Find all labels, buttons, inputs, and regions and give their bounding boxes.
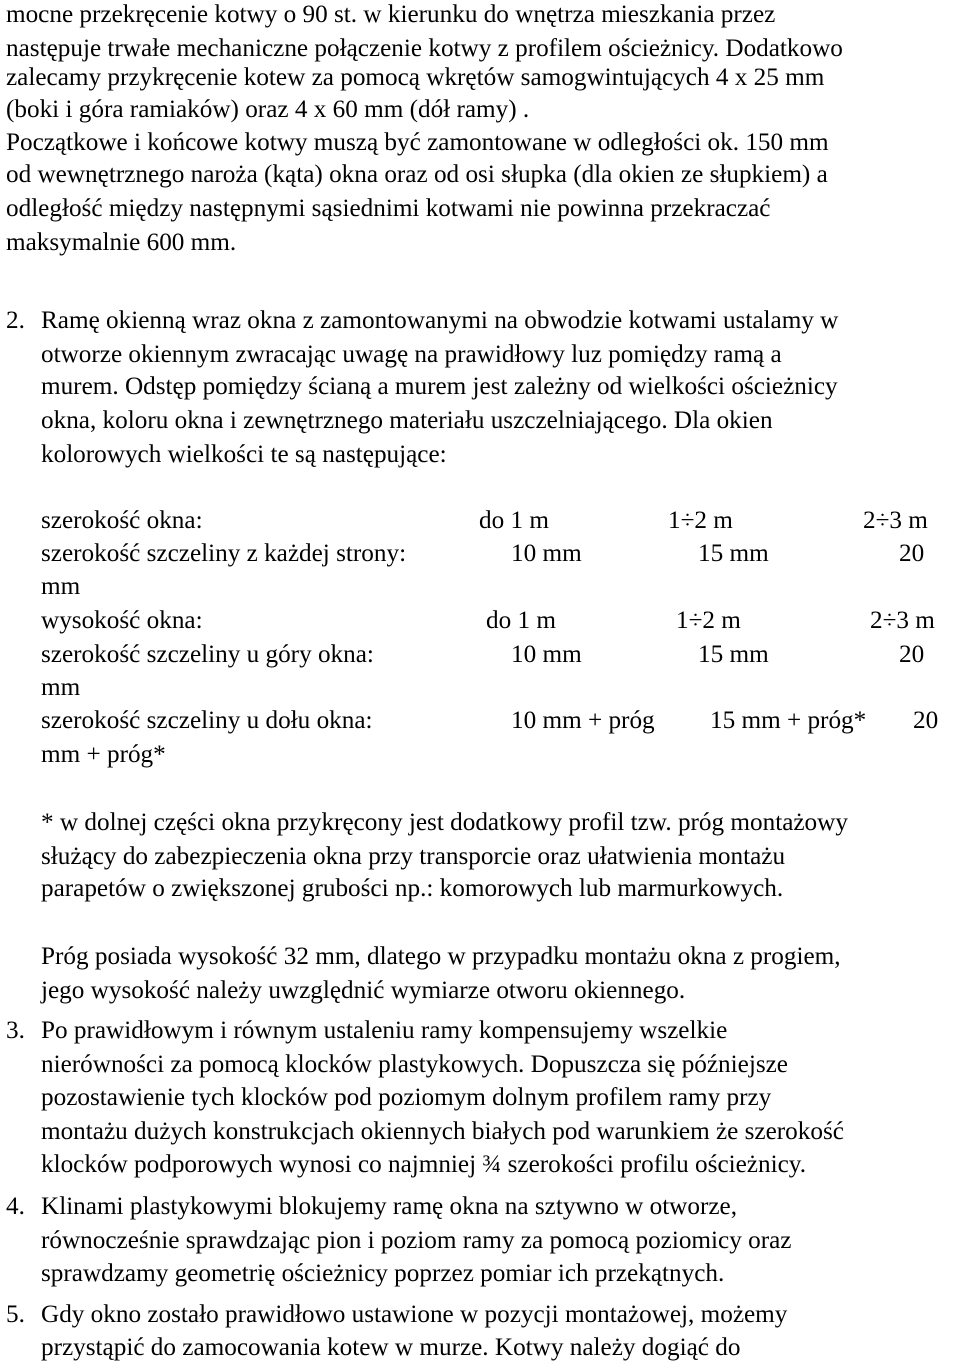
table-cell: 1÷2 m	[668, 507, 733, 534]
text-line: otworze okiennym zwracając uwagę na prawidłowy luz pomiędzy ramą a	[41, 341, 782, 368]
text-line: przystąpić do zamocowania kotew w murze. Kotwy należy dogiąć do	[41, 1334, 741, 1361]
text-line: (boki i góra ramiaków) oraz 4 x 60 mm (dół ramy) .	[6, 96, 530, 123]
table-cell: do 1 m	[479, 507, 549, 534]
text-line: nierówności za pomocą klocków plastykowych. Dopuszcza się późniejsze	[41, 1051, 788, 1078]
table-cell: 15 mm + próg*	[710, 707, 867, 734]
text-line: Gdy okno zostało prawidłowo ustawione w pozycji montażowej, możemy	[41, 1301, 788, 1328]
table-cell: 10 mm + próg	[511, 707, 655, 734]
text-line: odległość między następnymi sąsiednimi kotwami nie powinna przekraczać	[6, 195, 771, 222]
table-cell-wrap: mm	[41, 573, 81, 600]
table-cell-wrap: mm	[41, 674, 81, 701]
text-line: zalecamy przykręcenie kotew za pomocą wkrętów samogwintujących 4 x 25 mm	[6, 64, 825, 91]
text-line: służący do zabezpieczenia okna przy transporcie oraz ułatwienia montażu	[41, 843, 786, 870]
text-line: montażu dużych konstrukcjach okiennych białych pod warunkiem że szerokość	[41, 1118, 844, 1145]
row-label: szerokość okna:	[41, 507, 203, 534]
table-cell: 1÷2 m	[676, 607, 741, 634]
table-cell-wrap: mm + próg*	[41, 741, 166, 768]
table-cell: 15 mm	[698, 641, 769, 668]
text-line: sprawdzamy geometrię ościeżnicy poprzez pomiar ich przekątnych.	[41, 1260, 725, 1287]
text-line: okna, koloru okna i zewnętrznego materiału uszczelniającego. Dla okien	[41, 407, 773, 434]
table-cell: 20	[899, 540, 925, 567]
list-number: 3.	[6, 1017, 25, 1044]
table-cell: 20	[913, 707, 939, 734]
list-number: 2.	[6, 307, 25, 334]
row-label: wysokość okna:	[41, 607, 203, 634]
text-line: pozostawienie tych klocków pod poziomym dolnym profilem ramy przy	[41, 1084, 772, 1111]
row-label: szerokość szczeliny u góry okna:	[41, 641, 374, 668]
text-line: od wewnętrznego naroża (kąta) okna oraz od osi słupka (dla okien ze słupkiem) a	[6, 161, 828, 188]
text-line: murem. Odstęp pomiędzy ścianą a murem jest zależny od wielkości ościeżnicy	[41, 373, 838, 400]
text-line: Klinami plastykowymi blokujemy ramę okna na sztywno w otworze,	[41, 1193, 738, 1220]
text-line: kolorowych wielkości te są następujące:	[41, 441, 447, 468]
text-line: * w dolnej części okna przykręcony jest dodatkowy profil tzw. próg montażowy	[41, 809, 848, 836]
text-line: jego wysokość należy uwzględnić wymiarze otworu okiennego.	[41, 977, 686, 1004]
text-line: Po prawidłowym i równym ustaleniu ramy kompensujemy wszelkie	[41, 1017, 728, 1044]
list-number: 4.	[6, 1193, 25, 1220]
text-line: parapetów o zwiększonej grubości np.: komorowych lub marmurkowych.	[41, 875, 784, 902]
table-cell: 10 mm	[511, 540, 582, 567]
table-cell: 20	[899, 641, 925, 668]
text-line: Początkowe i końcowe kotwy muszą być zamontowane w odległości ok. 150 mm	[6, 129, 829, 156]
text-line: maksymalnie 600 mm.	[6, 229, 237, 256]
text-line: mocne przekręcenie kotwy o 90 st. w kierunku do wnętrza mieszkania przez	[6, 1, 776, 28]
table-cell: 15 mm	[698, 540, 769, 567]
table-cell: 10 mm	[511, 641, 582, 668]
text-line: następuje trwałe mechaniczne połączenie kotwy z profilem ościeżnicy. Dodatkowo	[6, 35, 843, 62]
table-cell: 2÷3 m	[863, 507, 928, 534]
text-line: równocześnie sprawdzając pion i poziom ramy za pomocą poziomicy oraz	[41, 1227, 792, 1254]
text-line: Ramę okienną wraz okna z zamontowanymi na obwodzie kotwami ustalamy w	[41, 307, 839, 334]
row-label: szerokość szczeliny z każdej strony:	[41, 540, 407, 567]
table-cell: do 1 m	[486, 607, 556, 634]
list-number: 5.	[6, 1301, 25, 1328]
table-cell: 2÷3 m	[870, 607, 935, 634]
text-line: klocków podporowych wynosi co najmniej ¾ szerokości profilu ościeżnicy.	[41, 1151, 807, 1178]
text-line: Próg posiada wysokość 32 mm, dlatego w przypadku montażu okna z progiem,	[41, 943, 841, 970]
row-label: szerokość szczeliny u dołu okna:	[41, 707, 373, 734]
